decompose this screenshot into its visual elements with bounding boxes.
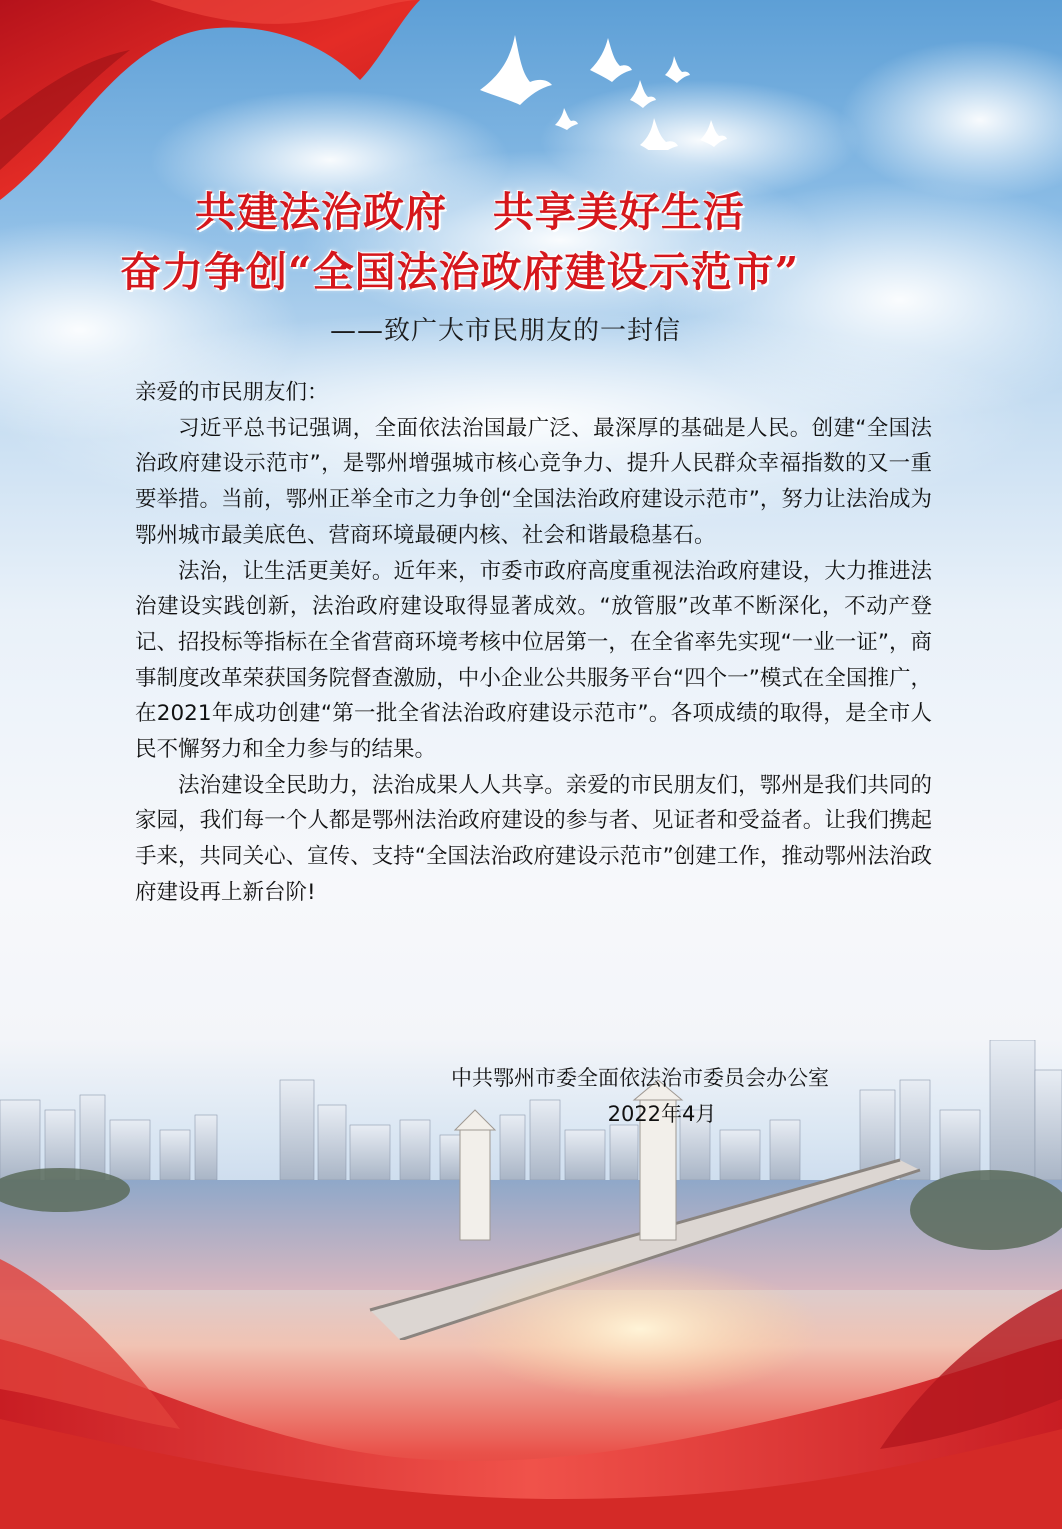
title-line-2: 奋力争创“全国法治政府建设示范市” bbox=[120, 248, 800, 296]
letter-paragraph-2: 法治，让生活更美好。近年来，市委市政府高度重视法治政府建设，大力推进法治建设实践创新，法治政府建设取得显著成效。“放管服”改革不断深化，不动产登记、招投标等指标在全省营商环境考核中位居第一，在全省率先实现“一业一证”，商事制度改革荣获国务院督查激励，中小企业公共服务平台“四个一”模式在全国推广，在2021年成功创建“第一批全省法治政府建设示范市”。各项成绩的取得，是全市人民不懈努力和全力参与的结果。 bbox=[135, 558, 932, 763]
title-line-1: 共建法治政府 共享美好生活 bbox=[195, 188, 745, 236]
poster-subtitle: ——致广大市民朋友的一封信 bbox=[330, 316, 682, 346]
letter-paragraph-3: 法治建设全民助力，法治成果人人共享。亲爱的市民朋友们，鄂州是我们共同的家园，我们每一个人都是鄂州法治政府建设的参与者、见证者和受益者。让我们携起手来，共同关心、宣传、支持“全国法治政府建设示范市”创建工作，推动鄂州法治政府建设再上新台阶! bbox=[135, 772, 932, 905]
signature-organization: 中共鄂州市委全面依法治市委员会办公室 bbox=[451, 1066, 829, 1090]
salutation: 亲爱的市民朋友们： bbox=[135, 380, 329, 405]
signature-date: 2022年4月 bbox=[607, 1102, 717, 1126]
red-ribbon-icon bbox=[0, 1199, 1062, 1529]
letter-paragraph-1: 习近平总书记强调，全面依法治国最广泛、最深厚的基础是人民。创建“全国法治政府建设示范市”，是鄂州增强城市核心竞争力、提升人民群众幸福指数的又一重要举措。当前，鄂州正举全市之力争创“全国法治政府建设示范市”，努力让法治成为鄂州城市最美底色、营商环境最硬内核、社会和谐最稳基石。 bbox=[135, 415, 932, 548]
letter-body bbox=[135, 375, 932, 911]
signature-block bbox=[420, 1060, 860, 1132]
doves-icon bbox=[460, 30, 760, 150]
